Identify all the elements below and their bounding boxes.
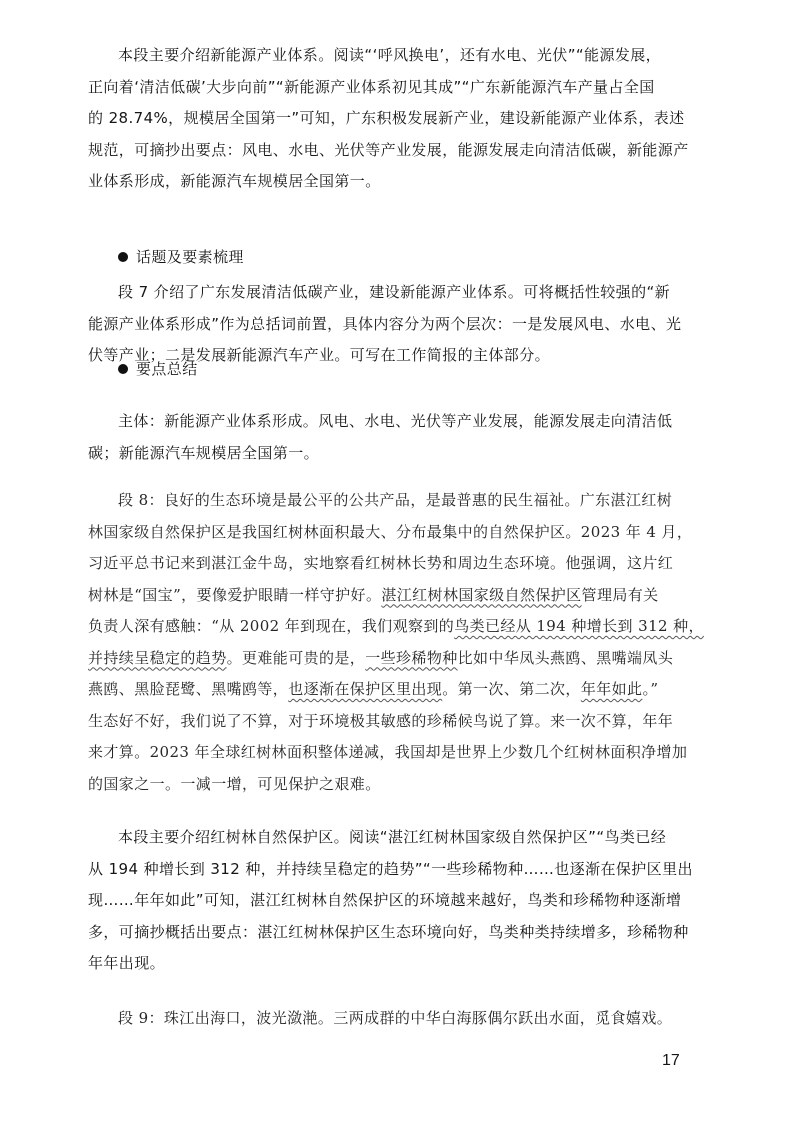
text-line [88, 611, 714, 643]
page-number: 17 [662, 1052, 680, 1069]
text-line: 林国家级自然保护区是我国红树林面积最大、分布最集中的自然保护区。2023 年 4 月， [88, 522, 693, 541]
analysis-paragraph-new-energy [88, 40, 714, 198]
text-line: 业体系形成，新能源汽车规模居全国第一。 [88, 172, 381, 190]
heading-text: 话题及要素梳理 [136, 248, 244, 266]
heading-text: 要点总结 [136, 360, 198, 378]
text-line [88, 580, 714, 612]
text-line: 年年出现。 [88, 954, 166, 972]
text-run: 。第一次、第二次， [442, 680, 581, 698]
text-line: 伏等产业；二是发展新能源汽车产业。可写在工作简报的主体部分。 [88, 346, 551, 364]
analysis-paragraph-mangrove [88, 822, 714, 980]
text-line: 规范，可摘抄出要点：风电、水电、光伏等产业发展，能源发展走向清洁低碳，新能源产 [88, 140, 689, 159]
marked-phrase: 年年如此 [580, 680, 643, 698]
source-paragraph-mangrove [88, 485, 714, 800]
text-run: 。” [642, 680, 659, 698]
text-line [88, 674, 714, 706]
text-line: 碳；新能源汽车规模居全国第一。 [88, 443, 320, 462]
text-line: 的国家之一。一减一增，可见保护之艰难。 [88, 774, 381, 793]
text-line: 段 7 介绍了广东发展清洁低碳产业，建设新能源产业体系。可将概括性较强的“新 [118, 283, 671, 301]
bullet-dot-icon [118, 364, 128, 374]
text-run: 燕鸥、黑脸琵鹭、黑嘴鸥等， [88, 680, 289, 698]
marked-phrase: 一些珍稀物种 [365, 648, 458, 667]
text-line: 多，可摘抄概括出要点：湛江红树林保护区生态环境向好，鸟类种类持续增多，珍稀物种 [88, 922, 689, 941]
text-run: 负责人深有感触：“从 2002 年到现在，我们观察到的 [88, 617, 455, 635]
text-line: 段 9：珠江出海口，波光潋滟。三两成群的中华白海豚偶尔跃出水面，觅食嬉戏。 [118, 1009, 673, 1027]
section-heading-summary [118, 354, 198, 386]
text-line: 习近平总书记来到湛江金牛岛，实地察看红树林长势和周边生态环境。他强调，这片红 [88, 554, 674, 572]
text-run: 。更难能可贵的是， [226, 648, 366, 667]
text-line: 正向着‘清洁低碳’大步向前”“新能源产业体系初见其成”“广东新能源汽车产量占全国 [88, 77, 655, 96]
marked-phrase: 也逐渐在保护区里出现 [288, 680, 443, 698]
text-run: 管理局有关 [581, 585, 659, 604]
text-line: 段 8：良好的生态环境是最公平的公共产品，是最普惠的民生福祉。广东湛江红树 [118, 491, 673, 509]
text-line: 生态好不好，我们说了不算，对于环境极其敏感的珍稀候鸟说了算。来一次不算，年年 [88, 711, 674, 730]
marked-phrase: 湛江红树林国家级自然保护区 [381, 585, 582, 604]
text-line: 来才算。2023 年全球红树林面积整体递减，我国却是世界上少数几个红树林面积净增加 [88, 743, 688, 761]
text-line: 本段主要介绍新能源产业体系。阅读“‘呼风换电’，还有水电、光伏”“能源发展， [118, 46, 662, 64]
text-line: 现……年年如此”可知，湛江红树林自然保护区的环境越来越好，鸟类和珍稀物种逐渐增 [88, 891, 682, 909]
marked-phrase: 鸟类已经从 194 种增长到 312 种， [454, 617, 704, 635]
marked-phrase: 并持续呈稳定的趋势 [88, 648, 227, 667]
text-line: 从 194 种增长到 312 种，并持续呈稳定的趋势”“一些珍稀物种……也逐渐在保护区里出 [88, 859, 693, 878]
summary-paragraph [88, 406, 714, 469]
section-heading-topic [118, 242, 244, 274]
bullet-dot-icon [118, 252, 128, 262]
text-line: 的 28.74%，规模居全国第一”可知，广东积极发展新产业，建设新能源产业体系，表述 [88, 109, 685, 127]
text-line: 能源产业体系形成”作为总括词前置，具体内容分为两个层次：一是发展风电、水电、光 [88, 314, 682, 333]
text-line: 本段主要介绍红树林自然保护区。阅读“湛江红树林国家级自然保护区”“鸟类已经 [118, 828, 667, 846]
text-line [88, 643, 714, 675]
source-paragraph-estuary [88, 1003, 714, 1035]
text-run: 树林是“国宝”，要像爱护眼睛一样守护好。 [88, 585, 382, 604]
text-run: 比如中华凤头燕鸥、黑嘴端凤头 [457, 648, 674, 667]
text-line: 主体：新能源产业体系形成。风电、水电、光伏等产业发展，能源发展走向清洁低 [118, 412, 673, 430]
